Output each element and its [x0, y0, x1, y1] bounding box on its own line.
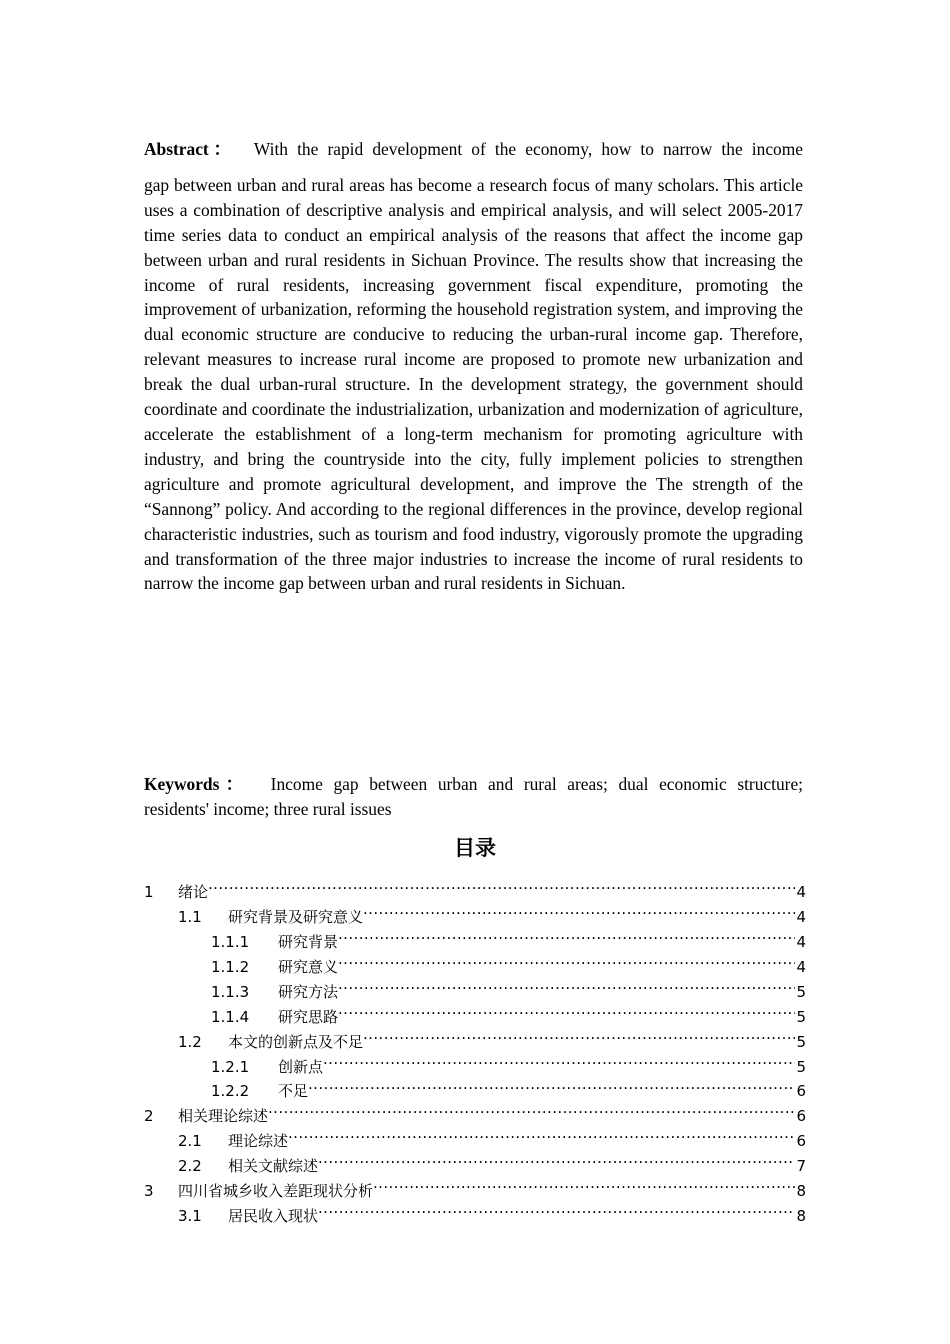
toc-entry-number: 1.1.2 — [211, 957, 250, 976]
abstract-section — [144, 137, 803, 596]
dot-leader — [288, 1121, 795, 1146]
dot-leader — [268, 1096, 795, 1121]
toc-entry-number: 1.1.1 — [211, 932, 250, 951]
toc-entry-title: 居民收入现状 — [228, 1207, 319, 1226]
toc-entry-page: 4 — [796, 882, 806, 901]
toc-entry-number: 1.1 — [178, 907, 202, 926]
toc-entry-title: 创新点 — [278, 1057, 324, 1076]
toc-entry-title: 相关理论综述 — [178, 1107, 269, 1126]
toc-entry-page: 6 — [796, 1132, 806, 1151]
toc-entry-page: 5 — [796, 1007, 806, 1026]
toc-entry-number: 2 — [144, 1107, 154, 1126]
keywords-label: Keywords： — [144, 774, 250, 794]
toc-entry-title: 绪论 — [178, 882, 209, 901]
toc-entry[interactable] — [144, 1146, 806, 1176]
toc-entry[interactable] — [144, 972, 806, 1001]
toc-entry-page: 8 — [796, 1182, 806, 1201]
toc-entry[interactable] — [144, 1196, 806, 1226]
toc-entry[interactable] — [144, 997, 806, 1026]
toc-entry[interactable] — [144, 1096, 806, 1126]
toc-entry-title: 理论综述 — [228, 1132, 289, 1151]
toc-entry-page: 4 — [796, 957, 806, 976]
toc-entry-number: 1.2 — [178, 1032, 202, 1051]
table-of-contents — [144, 872, 806, 1226]
toc-entry-title: 研究背景及研究意义 — [228, 907, 364, 926]
toc-entry-number: 1.2.2 — [211, 1082, 250, 1101]
toc-entry[interactable] — [144, 1171, 806, 1201]
toc-entry-title: 研究意义 — [278, 957, 339, 976]
toc-entry[interactable] — [144, 897, 806, 926]
toc-entry-page: 7 — [796, 1157, 806, 1176]
toc-entry-number: 2.2 — [178, 1157, 202, 1176]
toc-entry-page: 5 — [796, 1032, 806, 1051]
toc-entry-number: 1.1.4 — [211, 1007, 250, 1026]
toc-entry[interactable] — [144, 922, 806, 951]
toc-entry-page: 6 — [796, 1107, 806, 1126]
dot-leader — [373, 1171, 795, 1196]
keywords-section — [144, 772, 803, 821]
dot-leader — [323, 1047, 795, 1072]
toc-entry-number: 3 — [144, 1182, 154, 1201]
toc-entry-title: 研究思路 — [278, 1007, 339, 1026]
toc-entry-title: 研究方法 — [278, 982, 339, 1001]
keywords-first-line — [144, 772, 803, 797]
abstract-first-line — [144, 137, 803, 162]
toc-entry-title: 研究背景 — [278, 932, 339, 951]
toc-entry-title: 不足 — [278, 1082, 309, 1101]
toc-entry-number: 1 — [144, 882, 154, 901]
dot-leader — [208, 872, 795, 897]
toc-entry-page: 4 — [796, 932, 806, 951]
abstract-label: Abstract： — [144, 139, 236, 159]
dot-leader — [308, 1072, 795, 1097]
keywords-first-line-text: Income gap between urban and rural areas; dual economic structure; — [270, 774, 804, 794]
dot-leader — [363, 1022, 795, 1047]
toc-entry[interactable] — [144, 1121, 806, 1151]
abstract-body: gap between urban and rural areas has become a research focus of many scholars. This article uses a combination of descriptive analysis and empirical analysis, and will select 2005-2017 time series data to conduct an empirical analysis of the reasons that affect the income gap between urban and rural residents in Sichuan Province. The results show that increasing the income of rural residents, increasing government fiscal expenditure, promoting the improvement of urbanization, reforming the household registration system, and improving the dual economic structure are conducive to reducing the urban-rural income gap. Therefore, relevant measures to increase rural income are proposed to promote new urbanization and break the dual urban-rural structure. In the development strategy, the government should coordinate and coordinate the industrialization, urbanization and modernization of agriculture, accelerate the establishment of a long-term mechanism for promoting agriculture with industry, and bring the countryside into the city, fully implement policies to strengthen agriculture and promote agricultural development, and improve the The strength of the “Sannong” policy. And according to the regional differences in the province, develop regional characteristic industries, such as tourism and food industry, vigorously promote the upgrading and transformation of the three major industries to increase the income of rural residents to narrow the income gap between urban and rural residents in Sichuan. — [144, 174, 803, 594]
toc-entry[interactable] — [144, 1047, 806, 1076]
toc-entry[interactable] — [144, 947, 806, 976]
toc-entry-page: 6 — [796, 1082, 806, 1101]
toc-entry[interactable] — [144, 1072, 806, 1101]
dot-leader — [318, 1146, 795, 1171]
toc-entry-page: 4 — [796, 907, 806, 926]
dot-leader — [338, 972, 795, 997]
toc-entry-number: 1.1.3 — [211, 982, 250, 1001]
dot-leader — [338, 922, 795, 947]
dot-leader — [363, 897, 795, 922]
toc-entry-page: 5 — [796, 1057, 806, 1076]
dot-leader — [318, 1196, 795, 1221]
toc-entry-number: 3.1 — [178, 1207, 202, 1226]
toc-entry-title: 四川省城乡收入差距现状分析 — [178, 1182, 374, 1201]
toc-entry-number: 1.2.1 — [211, 1057, 250, 1076]
dot-leader — [338, 947, 795, 972]
toc-entry-page: 5 — [796, 982, 806, 1001]
abstract-first-line-text: With the rapid development of the economy, how to narrow the income — [253, 139, 803, 159]
toc-entry-number: 2.1 — [178, 1132, 202, 1151]
dot-leader — [338, 997, 795, 1022]
toc-entry[interactable] — [144, 872, 806, 901]
toc-entry-title: 本文的创新点及不足 — [228, 1032, 364, 1051]
toc-entry-title: 相关文献综述 — [228, 1157, 319, 1176]
keywords-rest: residents' income; three rural issues — [144, 798, 392, 819]
toc-entry[interactable] — [144, 1022, 806, 1051]
toc-title: 目录 — [454, 836, 496, 860]
toc-entry-page: 8 — [796, 1207, 806, 1226]
